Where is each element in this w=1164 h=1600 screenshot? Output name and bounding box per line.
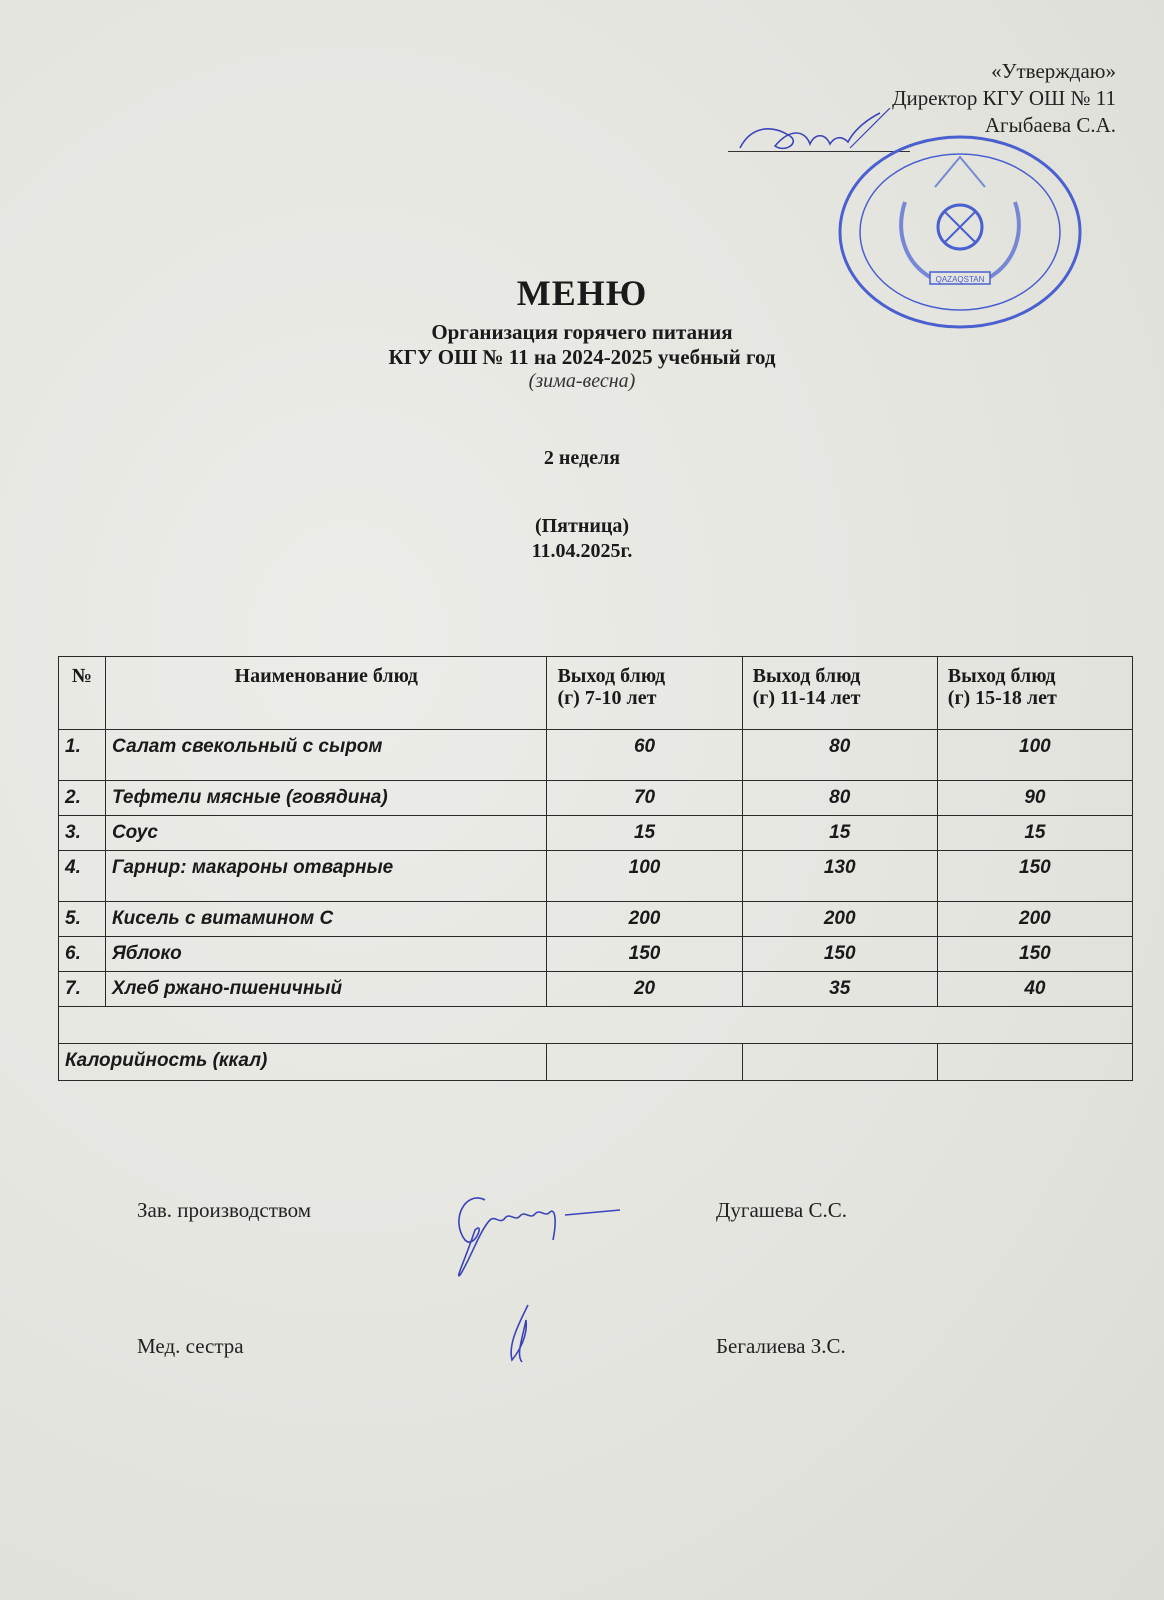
empty-cell: [59, 1007, 1133, 1044]
approval-position: Директор КГУ ОШ № 11: [892, 86, 1116, 110]
yield-7-10: 70: [547, 781, 742, 816]
yield-15-18: 15: [937, 816, 1132, 851]
yield-15-18: 150: [937, 851, 1132, 902]
yield-7-10: 100: [547, 851, 742, 902]
yield-15-18: 200: [937, 902, 1132, 937]
approval-block: [892, 58, 1116, 139]
calories-7-10: [547, 1044, 742, 1081]
subtitle-line-1: Организация горячего питания: [431, 320, 733, 344]
row-number: 2.: [59, 781, 106, 816]
calories-row: [59, 1044, 1133, 1081]
row-number: 1.: [59, 730, 106, 781]
table-row: [59, 781, 1133, 816]
yield-15-18: 40: [937, 972, 1132, 1007]
col-header-line: Выход блюд: [947, 665, 1056, 687]
dish-name: Гарнир: макароны отварные: [105, 851, 546, 902]
yield-7-10: 60: [547, 730, 742, 781]
table-row: [59, 937, 1133, 972]
subtitle-line-2: КГУ ОШ № 11 на 2024-2025 учебный год: [388, 345, 776, 369]
table-row: [59, 730, 1133, 781]
col-header-age-15-18: [937, 657, 1132, 730]
table-header-row: [59, 657, 1133, 730]
col-header-line: Выход блюд: [752, 665, 861, 687]
table-row: [59, 816, 1133, 851]
yield-15-18: 90: [937, 781, 1132, 816]
row-number: 4.: [59, 851, 106, 902]
dish-name: Кисель с витамином С: [105, 902, 546, 937]
row-number: 3.: [59, 816, 106, 851]
signature-role-nurse: Мед. сестра: [137, 1334, 244, 1358]
signature-name-production: Дугашева С.С.: [716, 1198, 847, 1222]
yield-11-14: 200: [742, 902, 937, 937]
menu-table: [58, 656, 1133, 1081]
row-number: 5.: [59, 902, 106, 937]
yield-15-18: 150: [937, 937, 1132, 972]
table-row-empty: [59, 1007, 1133, 1044]
nurse-signature-icon: [498, 1300, 548, 1370]
yield-11-14: 150: [742, 937, 937, 972]
calories-15-18: [937, 1044, 1132, 1081]
dish-name: Салат свекольный с сыром: [105, 730, 546, 781]
dish-name: Тефтели мясные (говядина): [105, 781, 546, 816]
yield-7-10: 150: [547, 937, 742, 972]
yield-11-14: 80: [742, 730, 937, 781]
dish-name: Яблоко: [105, 937, 546, 972]
yield-15-18: 100: [937, 730, 1132, 781]
week-label: 2 неделя: [543, 447, 621, 469]
yield-11-14: 130: [742, 851, 937, 902]
yield-7-10: 20: [547, 972, 742, 1007]
calories-label: Калорийность (ккал): [59, 1044, 547, 1081]
yield-11-14: 80: [742, 781, 937, 816]
yield-11-14: 15: [742, 816, 937, 851]
stamp-center-text: QAZAQSTAN: [935, 275, 985, 284]
approval-director-name: Агыбаева С.А.: [984, 113, 1116, 137]
page-title: МЕНЮ: [516, 273, 648, 313]
col-header-line: (г) 7-10 лет: [557, 687, 657, 709]
col-header-age-7-10: [547, 657, 742, 730]
dish-name: Хлеб ржано-пшеничный: [105, 972, 546, 1007]
table-row: [59, 972, 1133, 1007]
table-row: [59, 851, 1133, 902]
signature-name-nurse: Бегалиева З.С.: [716, 1334, 846, 1358]
date-label: 11.04.2025г.: [531, 540, 633, 562]
yield-11-14: 35: [742, 972, 937, 1007]
yield-7-10: 200: [547, 902, 742, 937]
dish-name: Соус: [105, 816, 546, 851]
col-header-number: №: [59, 657, 106, 730]
day-block: [0, 514, 1164, 564]
col-header-line: (г) 15-18 лет: [947, 687, 1057, 709]
col-header-age-11-14: [742, 657, 937, 730]
table-row: [59, 902, 1133, 937]
col-header-line: (г) 11-14 лет: [752, 687, 861, 709]
approval-heading: «Утверждаю»: [991, 59, 1116, 83]
signature-role-production: Зав. производством: [137, 1198, 312, 1222]
season-label: (зима-весна): [528, 370, 636, 392]
col-header-dish: Наименование блюд: [105, 657, 546, 730]
calories-11-14: [742, 1044, 937, 1081]
col-header-line: Выход блюд: [557, 665, 666, 687]
page-subtitle: [0, 320, 1164, 370]
day-label: (Пятница): [534, 515, 630, 537]
row-number: 7.: [59, 972, 106, 1007]
row-number: 6.: [59, 937, 106, 972]
production-signature-icon: [445, 1180, 635, 1290]
yield-7-10: 15: [547, 816, 742, 851]
